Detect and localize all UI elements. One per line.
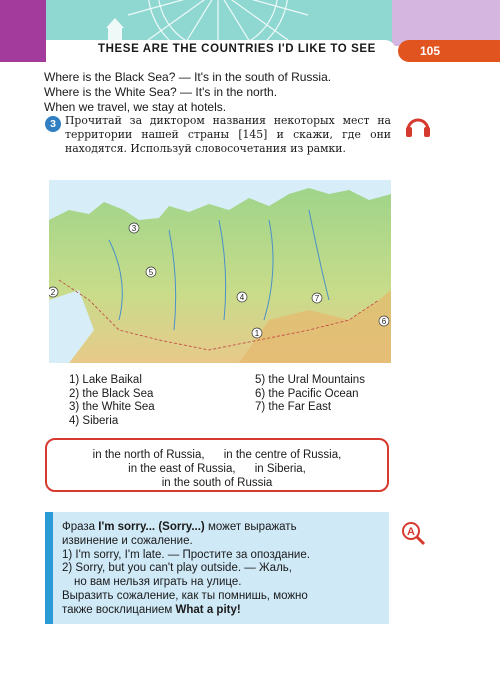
places-list-col1 [69, 374, 155, 428]
note-line: извинение и сожаление. [62, 534, 193, 547]
place-item: 4) Siberia [69, 414, 119, 427]
note-line: Выразить сожаление, как ты помнишь, можно [62, 589, 308, 602]
map-label: 4 [239, 293, 245, 302]
headphones-icon[interactable] [404, 114, 432, 138]
grammar-note-text [62, 521, 384, 618]
svg-text:A: A [407, 526, 415, 538]
place-item: 7) the Far East [255, 401, 332, 413]
places-list-col2 [255, 374, 365, 415]
note-line: Фраза I'm sorry... (Sorry...) может выражать [62, 521, 297, 533]
magnifier-grammar-icon [400, 520, 426, 546]
intro-line: Where is the White Sea? — It's in the north. [44, 85, 278, 99]
intro-line: When we travel, we stay at hotels. [44, 100, 227, 114]
map-label: 5 [148, 268, 154, 277]
map-label: 1 [254, 329, 260, 338]
place-item: 1) Lake Baikal [69, 374, 142, 386]
note-line: также восклицанием What a pity! [62, 603, 241, 616]
map-label: 7 [314, 294, 320, 303]
map-label: 2 [50, 288, 56, 297]
header-purple-block [0, 0, 46, 62]
page-header [0, 0, 500, 68]
phrase-line: in the east of Russia, in Siberia, [128, 463, 306, 475]
note-line: 2) Sorry, but you can't play outside. — Жаль, [62, 562, 292, 575]
intro-text [44, 70, 331, 115]
exercise-number: 3 [45, 116, 61, 132]
map-label: 6 [381, 317, 387, 326]
exercise-instruction: Прочитай за диктором названия некоторых мест на территории нашей страны [145] и скажи, где они находятся. Используй словосочетания из рамки. [65, 114, 391, 155]
unit-title: THESE ARE THE COUNTRIES I'D LIKE TO SEE [98, 43, 376, 55]
phrase-line: in the north of Russia, in the centre of Russia, [92, 449, 342, 461]
place-item: 2) the Black Sea [69, 387, 154, 400]
grammar-note-strip [45, 512, 53, 624]
place-item: 3) the White Sea [69, 401, 155, 413]
place-item: 6) the Pacific Ocean [255, 387, 359, 400]
place-item: 5) the Ural Mountains [255, 374, 365, 386]
intro-line: Where is the Black Sea? — It's in the south of Russia. [44, 70, 332, 84]
phrase-frame [45, 438, 389, 492]
map-label: 3 [131, 224, 137, 233]
note-line: но вам нельзя играть на улице. [74, 576, 242, 589]
russia-map [49, 180, 391, 363]
phrase-line: in the south of Russia [161, 477, 273, 489]
page-number: 105 [398, 40, 500, 62]
note-line: 1) I'm sorry, I'm late. — Простите за опоздание. [62, 548, 310, 561]
